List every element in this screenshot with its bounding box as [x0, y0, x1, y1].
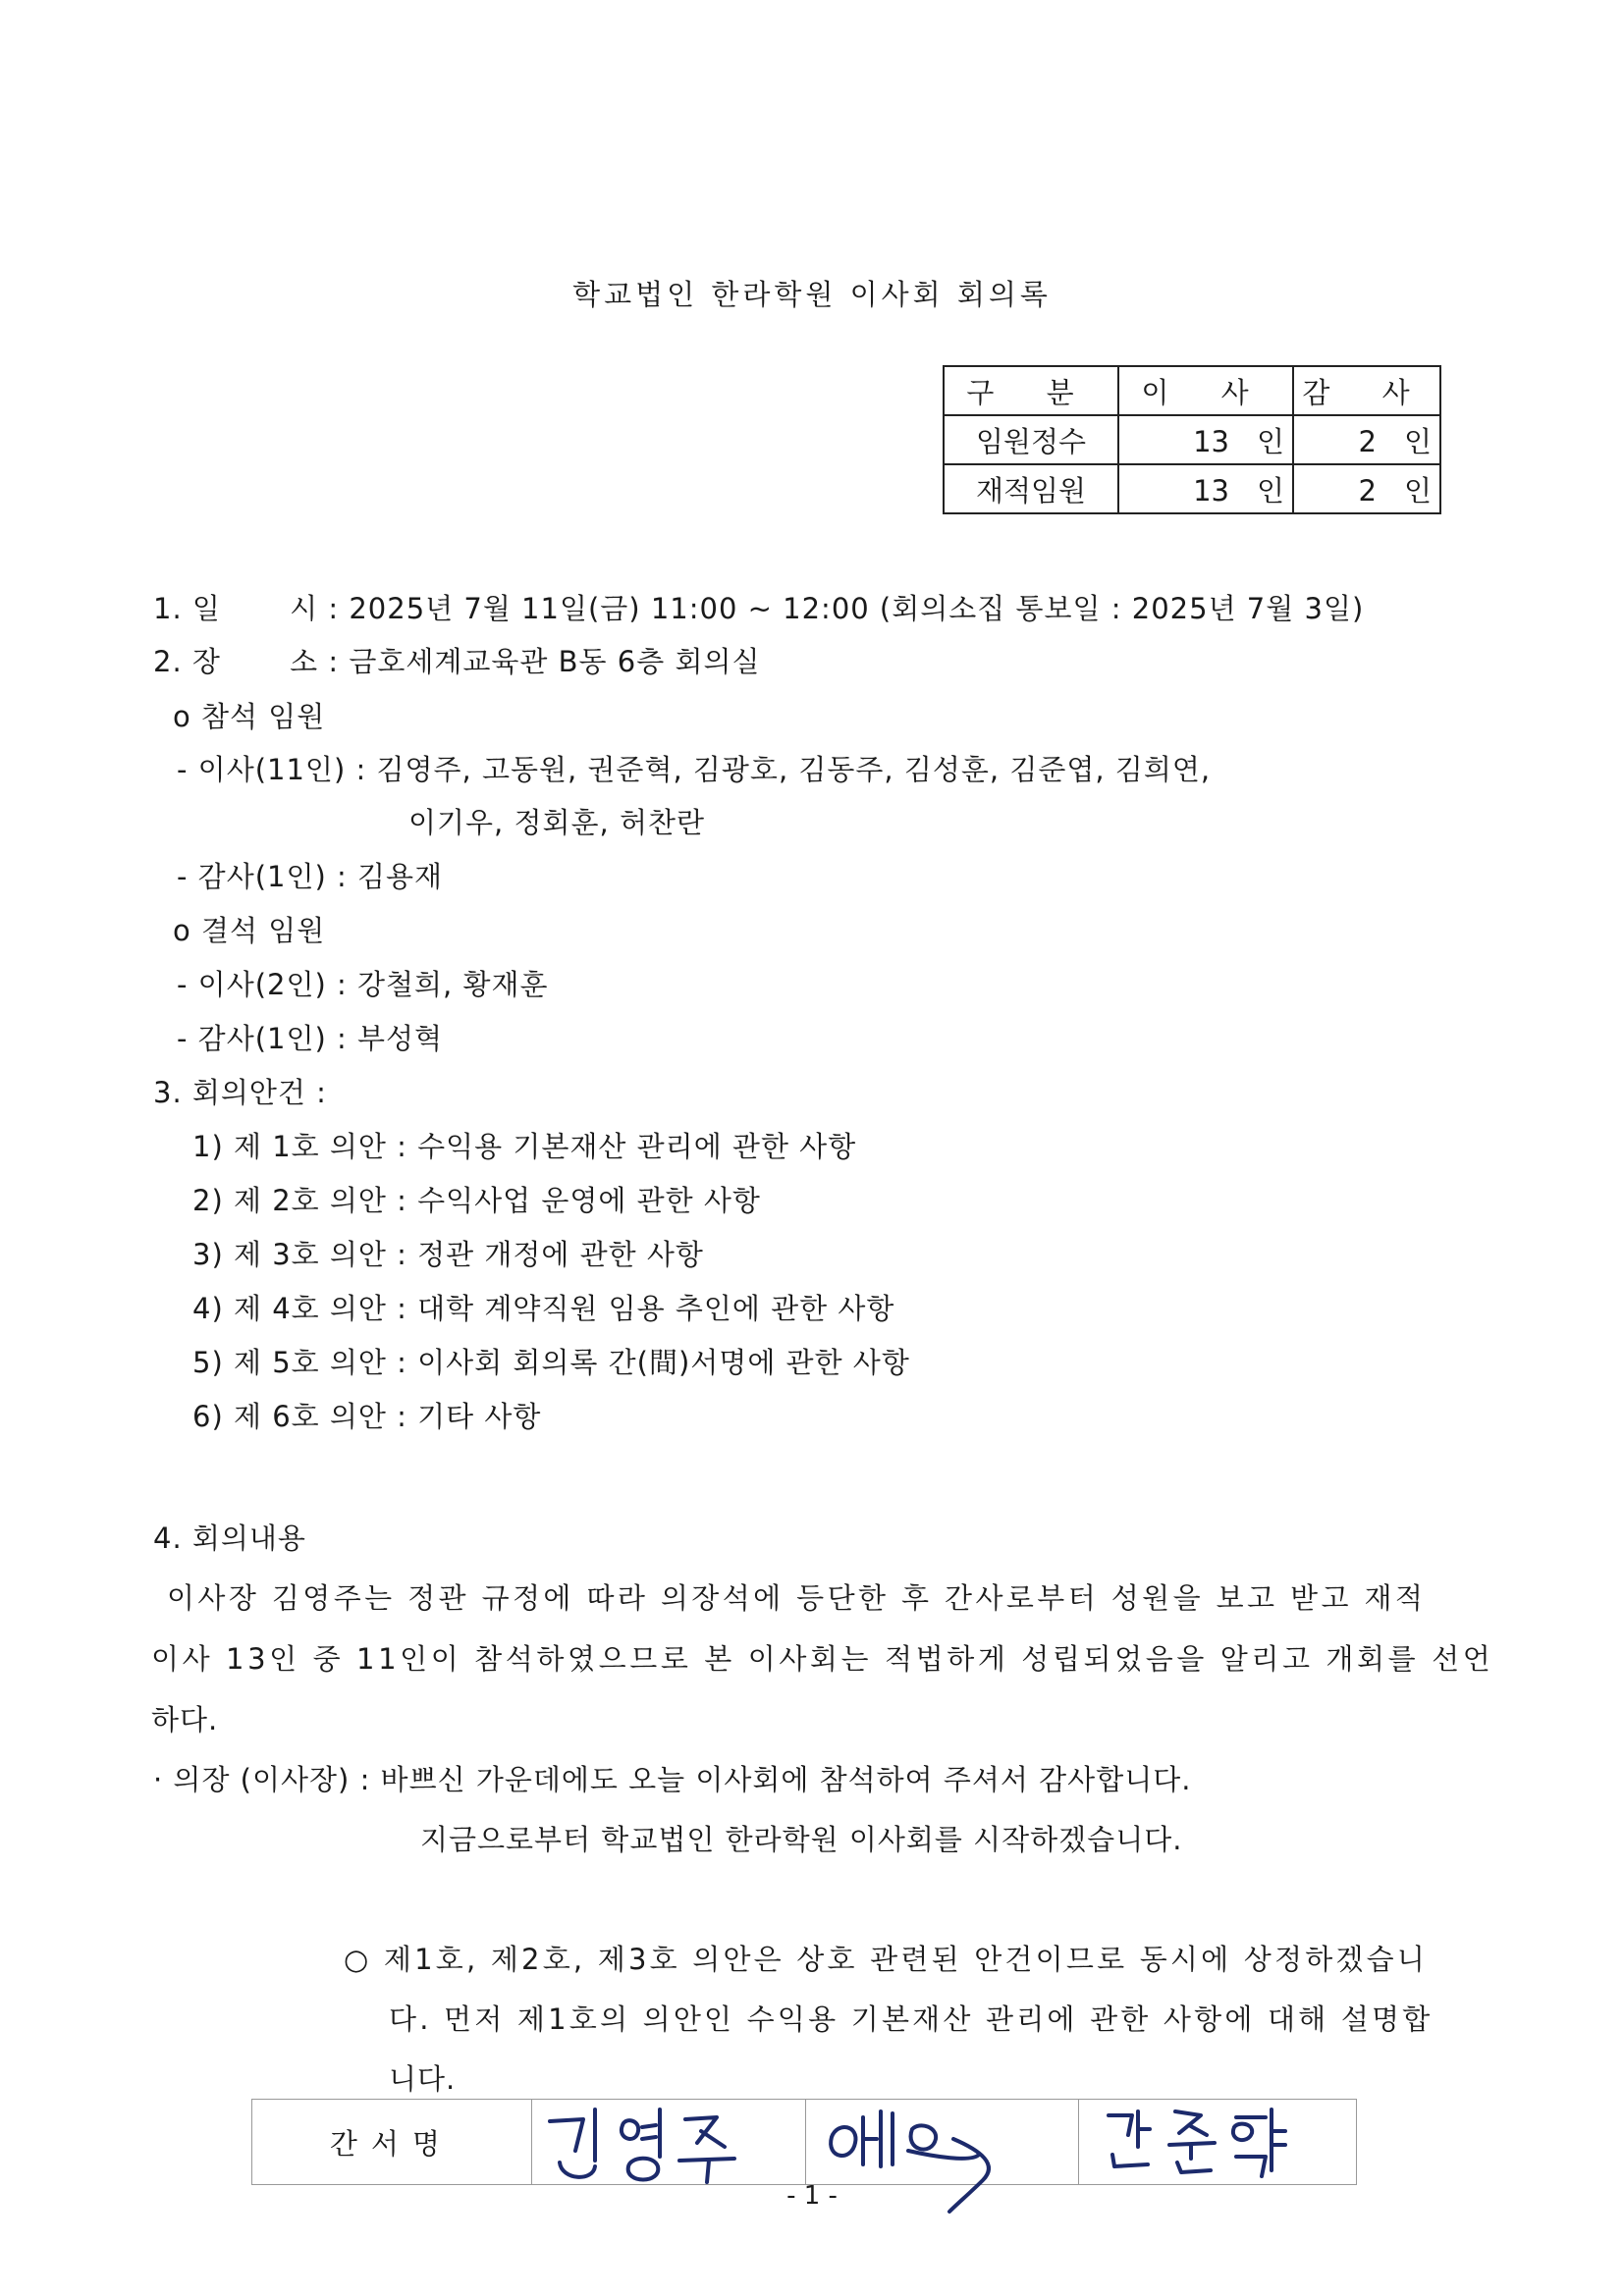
- attending-directors-line: - 이사(11인) : 김영주, 고동원, 권준혁, 김광호, 김동주, 김성훈, 김준엽, 김희연,: [177, 753, 1212, 786]
- table-header-row: [944, 366, 1440, 415]
- agenda-item: 3) 제 3호 의안 : 정관 개정에 관한 사항: [192, 1238, 704, 1271]
- agenda-item: 4) 제 4호 의안 : 대학 계약직원 임용 추인에 관한 사항: [192, 1292, 895, 1325]
- absentees-header: o 결석 임원: [173, 914, 326, 947]
- signature-box: [251, 2099, 1357, 2185]
- header-directors: 이 사: [1118, 366, 1293, 415]
- signature-kwon-junhyuk: [1079, 2100, 1356, 2184]
- page-number: - 1 -: [786, 2181, 838, 2211]
- agenda-item: 2) 제 2호 의안 : 수익사업 운영에 관한 사항: [192, 1184, 761, 1217]
- document-title: 학교법인 한라학원 이사회 회의록: [572, 278, 1052, 311]
- meeting-date-line: 1. 일 시 : 2025년 7월 11일(금) 11:00 ~ 12:00 (회의소집 통보일 : 2025년 7월 3일): [153, 592, 1365, 625]
- attending-directors-cont: 이기우, 정회훈, 허찬란: [408, 806, 705, 839]
- officer-count-table: [943, 365, 1441, 514]
- agenda-item: 5) 제 5호 의안 : 이사회 회의록 간(間)서명에 관한 사항: [192, 1346, 910, 1379]
- signature-second: [806, 2100, 1080, 2184]
- cell-auditors: 2 인: [1293, 415, 1440, 464]
- item-paragraph-line: 니다.: [389, 2062, 457, 2096]
- content-paragraph-line: 하다.: [151, 1703, 219, 1736]
- item-paragraph-line: 다. 먼저 제1호의 의안인 수익용 기본재산 관리에 관한 사항에 대해 설명합: [389, 2002, 1434, 2036]
- cell-directors: 13 인: [1118, 415, 1293, 464]
- absent-directors-line: - 이사(2인) : 강철희, 황재훈: [177, 968, 549, 1001]
- agenda-item: 6) 제 6호 의안 : 기타 사항: [192, 1400, 542, 1433]
- attendees-header: o 참석 임원: [173, 700, 326, 733]
- table-row: [944, 464, 1440, 513]
- handwritten-signature-icon: [1079, 2082, 1352, 2190]
- content-header: 4. 회의내용: [153, 1522, 306, 1555]
- row-label: 재적임원: [944, 464, 1118, 513]
- meeting-place-line: 2. 장 소 : 금호세계교육관 B동 6층 회의실: [153, 645, 761, 678]
- table-row: [944, 415, 1440, 464]
- item-paragraph-line: ○ 제1호, 제2호, 제3호 의안은 상호 관련된 안건이므로 동시에 상정하겠습니: [344, 1943, 1429, 1976]
- header-auditors: 감 사: [1293, 366, 1440, 415]
- absent-auditors-line: - 감사(1인) : 부성혁: [177, 1022, 444, 1055]
- chair-remarks-line: 지금으로부터 학교법인 한라학원 이사회를 시작하겠습니다.: [420, 1823, 1183, 1856]
- signature-kim-youngju: [532, 2100, 806, 2184]
- content-paragraph-line: 이사장 김영주는 정관 규정에 따라 의장석에 등단한 후 간사로부터 성원을 보고 받고 재적: [167, 1581, 1427, 1615]
- chair-remarks-line: · 의장 (이사장) : 바쁘신 가운데에도 오늘 이사회에 참석하여 주셔서 감사합니다.: [153, 1763, 1192, 1796]
- cell-directors: 13 인: [1118, 464, 1293, 513]
- content-paragraph-line: 이사 13인 중 11인이 참석하였으므로 본 이사회는 적법하게 성립되었음을 알리고 개회를 선언: [151, 1642, 1494, 1676]
- signature-label: 간서명: [252, 2100, 532, 2184]
- row-label: 임원정수: [944, 415, 1118, 464]
- agenda-header: 3. 회의안건 :: [153, 1076, 327, 1109]
- attending-auditors-line: - 감사(1인) : 김용재: [177, 860, 444, 893]
- header-category: 구 분: [944, 366, 1118, 415]
- agenda-item: 1) 제 1호 의안 : 수익용 기본재산 관리에 관한 사항: [192, 1130, 857, 1163]
- cell-auditors: 2 인: [1293, 464, 1440, 513]
